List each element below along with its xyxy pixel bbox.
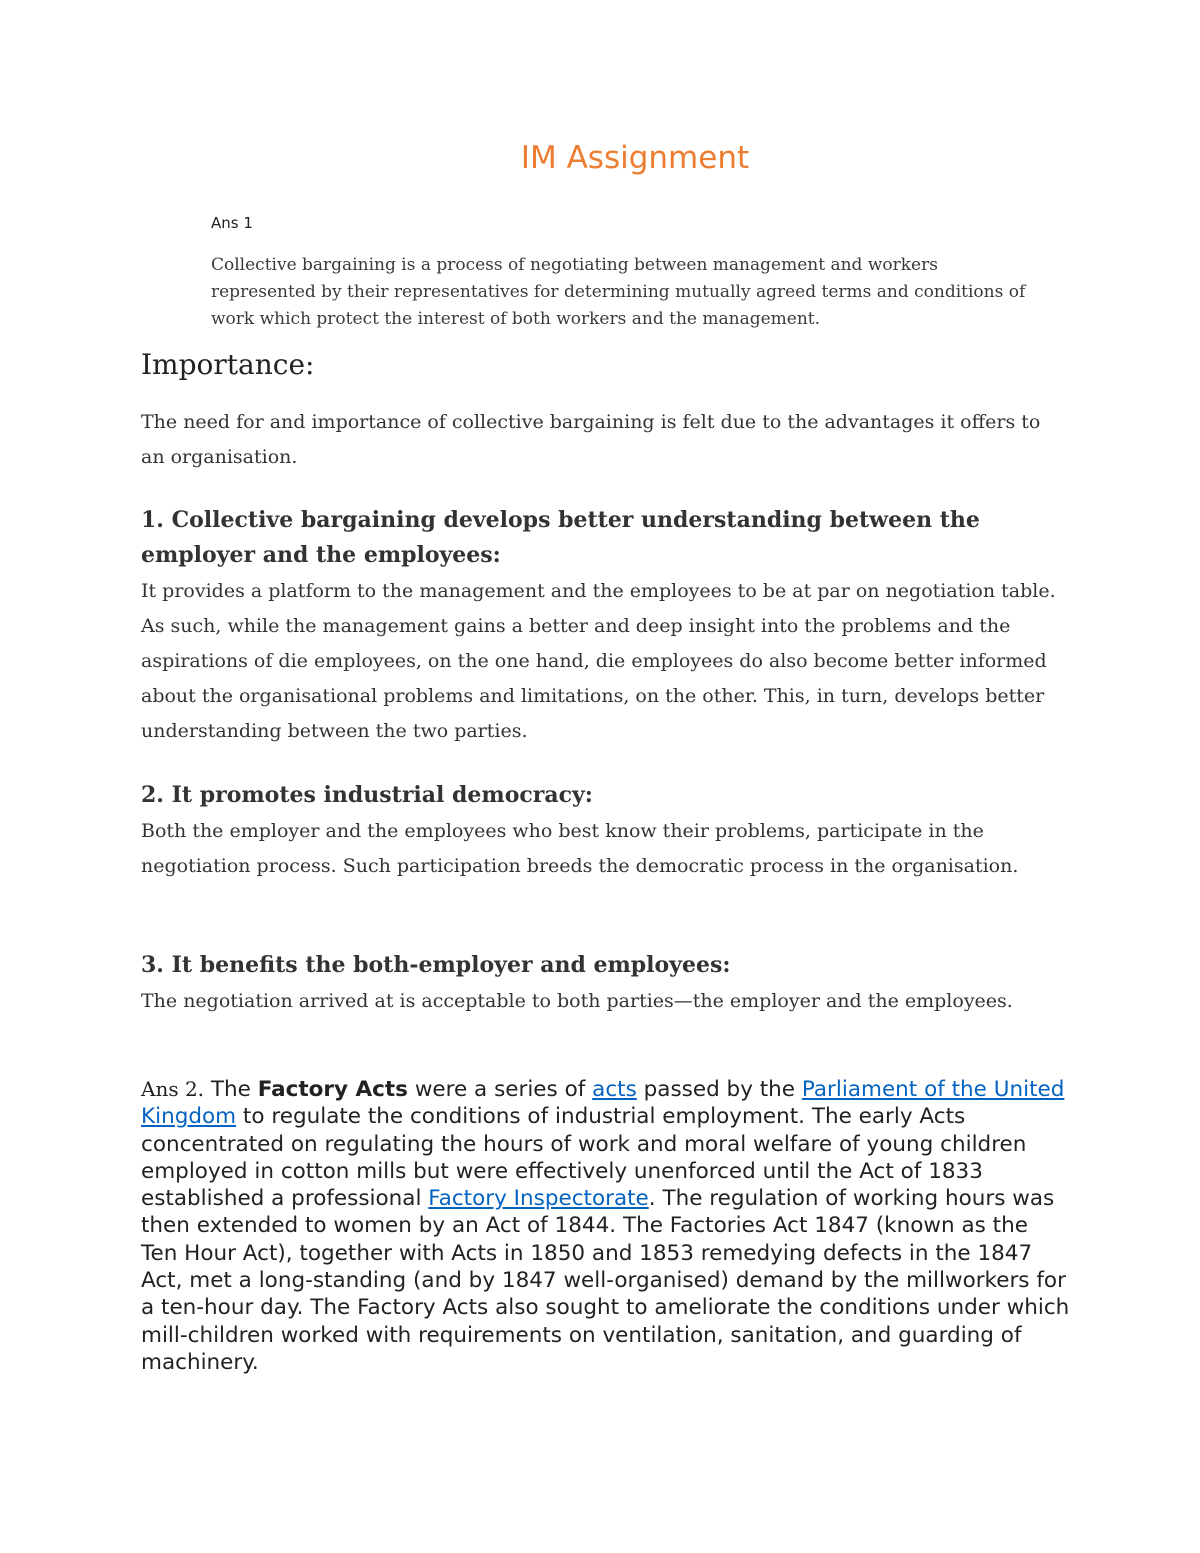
ans2-text-3: passed by the [636,1077,802,1102]
ans2-text-1: The [204,1077,258,1102]
ans2-text-4: to regulate the conditions of industrial employment. The early Acts concentrated on regulating the hours of work and moral welfare of young children employed in cotton mills but were effectively unenforced until the Act of 1833 established a professional [141,1104,1027,1212]
ans1-text: Collective bargaining is a process of negotiating between management and workers represented by their representatives for determining mutually agreed terms and conditions of work which protect the interest of both workers and the management. [211,255,1026,329]
ans2-text-5: . The regulation of working hours was then extended to women by an Act of 1844. The Factories Act 1847 (known as the Ten Hour Act), together with Acts in 1850 and 1853 remedying defects in the 1847 Act, met a long-standing (and by 1847 well-organised) demand by the millworkers for a ten-hour day. The Factory Acts also sought to ameliorate the conditions under which mill-children worked with requirements on ventilation, sanitation, and guarding of machinery. [141,1186,1070,1375]
importance-intro: The need for and importance of collective bargaining is felt due to the advantages it offers to an organisation. [141,411,1041,468]
ans1-label: Ans 1 [211,214,253,232]
acts-link[interactable]: acts [592,1077,637,1102]
point-1-heading: 1. Collective bargaining develops better understanding between the employer and the employees: [141,507,980,568]
document-title: IM Assignment [520,140,750,176]
ans2-label: Ans 2. [141,1077,205,1101]
point-3-text: The negotiation arrived at is acceptable to both parties—the employer and the employees. [141,990,1013,1012]
point-2-text: Both the employer and the employees who best know their problems, participate in the negotiation process. Such participation breeds the democratic process in the organisation. [141,820,1019,877]
point-3-heading: 3. It benefits the both-employer and employees: [141,952,731,978]
point-1-text: It provides a platform to the management and the employees to be at par on negotiation table. As such, while the management gains a better and deep insight into the problems and the aspirations of die employees, on the one hand, die employees do also become better informed about the organisational problems and limitations, on the other. This, in turn, develops better understanding between the two parties. [141,580,1056,742]
parliament-uk-link[interactable]: Parliament of the United Kingdom [141,1077,1065,1130]
point-2-heading: 2. It promotes industrial democracy: [141,782,593,808]
ans2-paragraph [141,1076,1071,1376]
importance-heading: Importance: [141,348,315,381]
ans2-text-2: were a series of [407,1077,593,1102]
factory-inspectorate-link[interactable]: Factory Inspectorate [428,1186,649,1212]
factory-acts-term: Factory Acts [257,1077,408,1102]
